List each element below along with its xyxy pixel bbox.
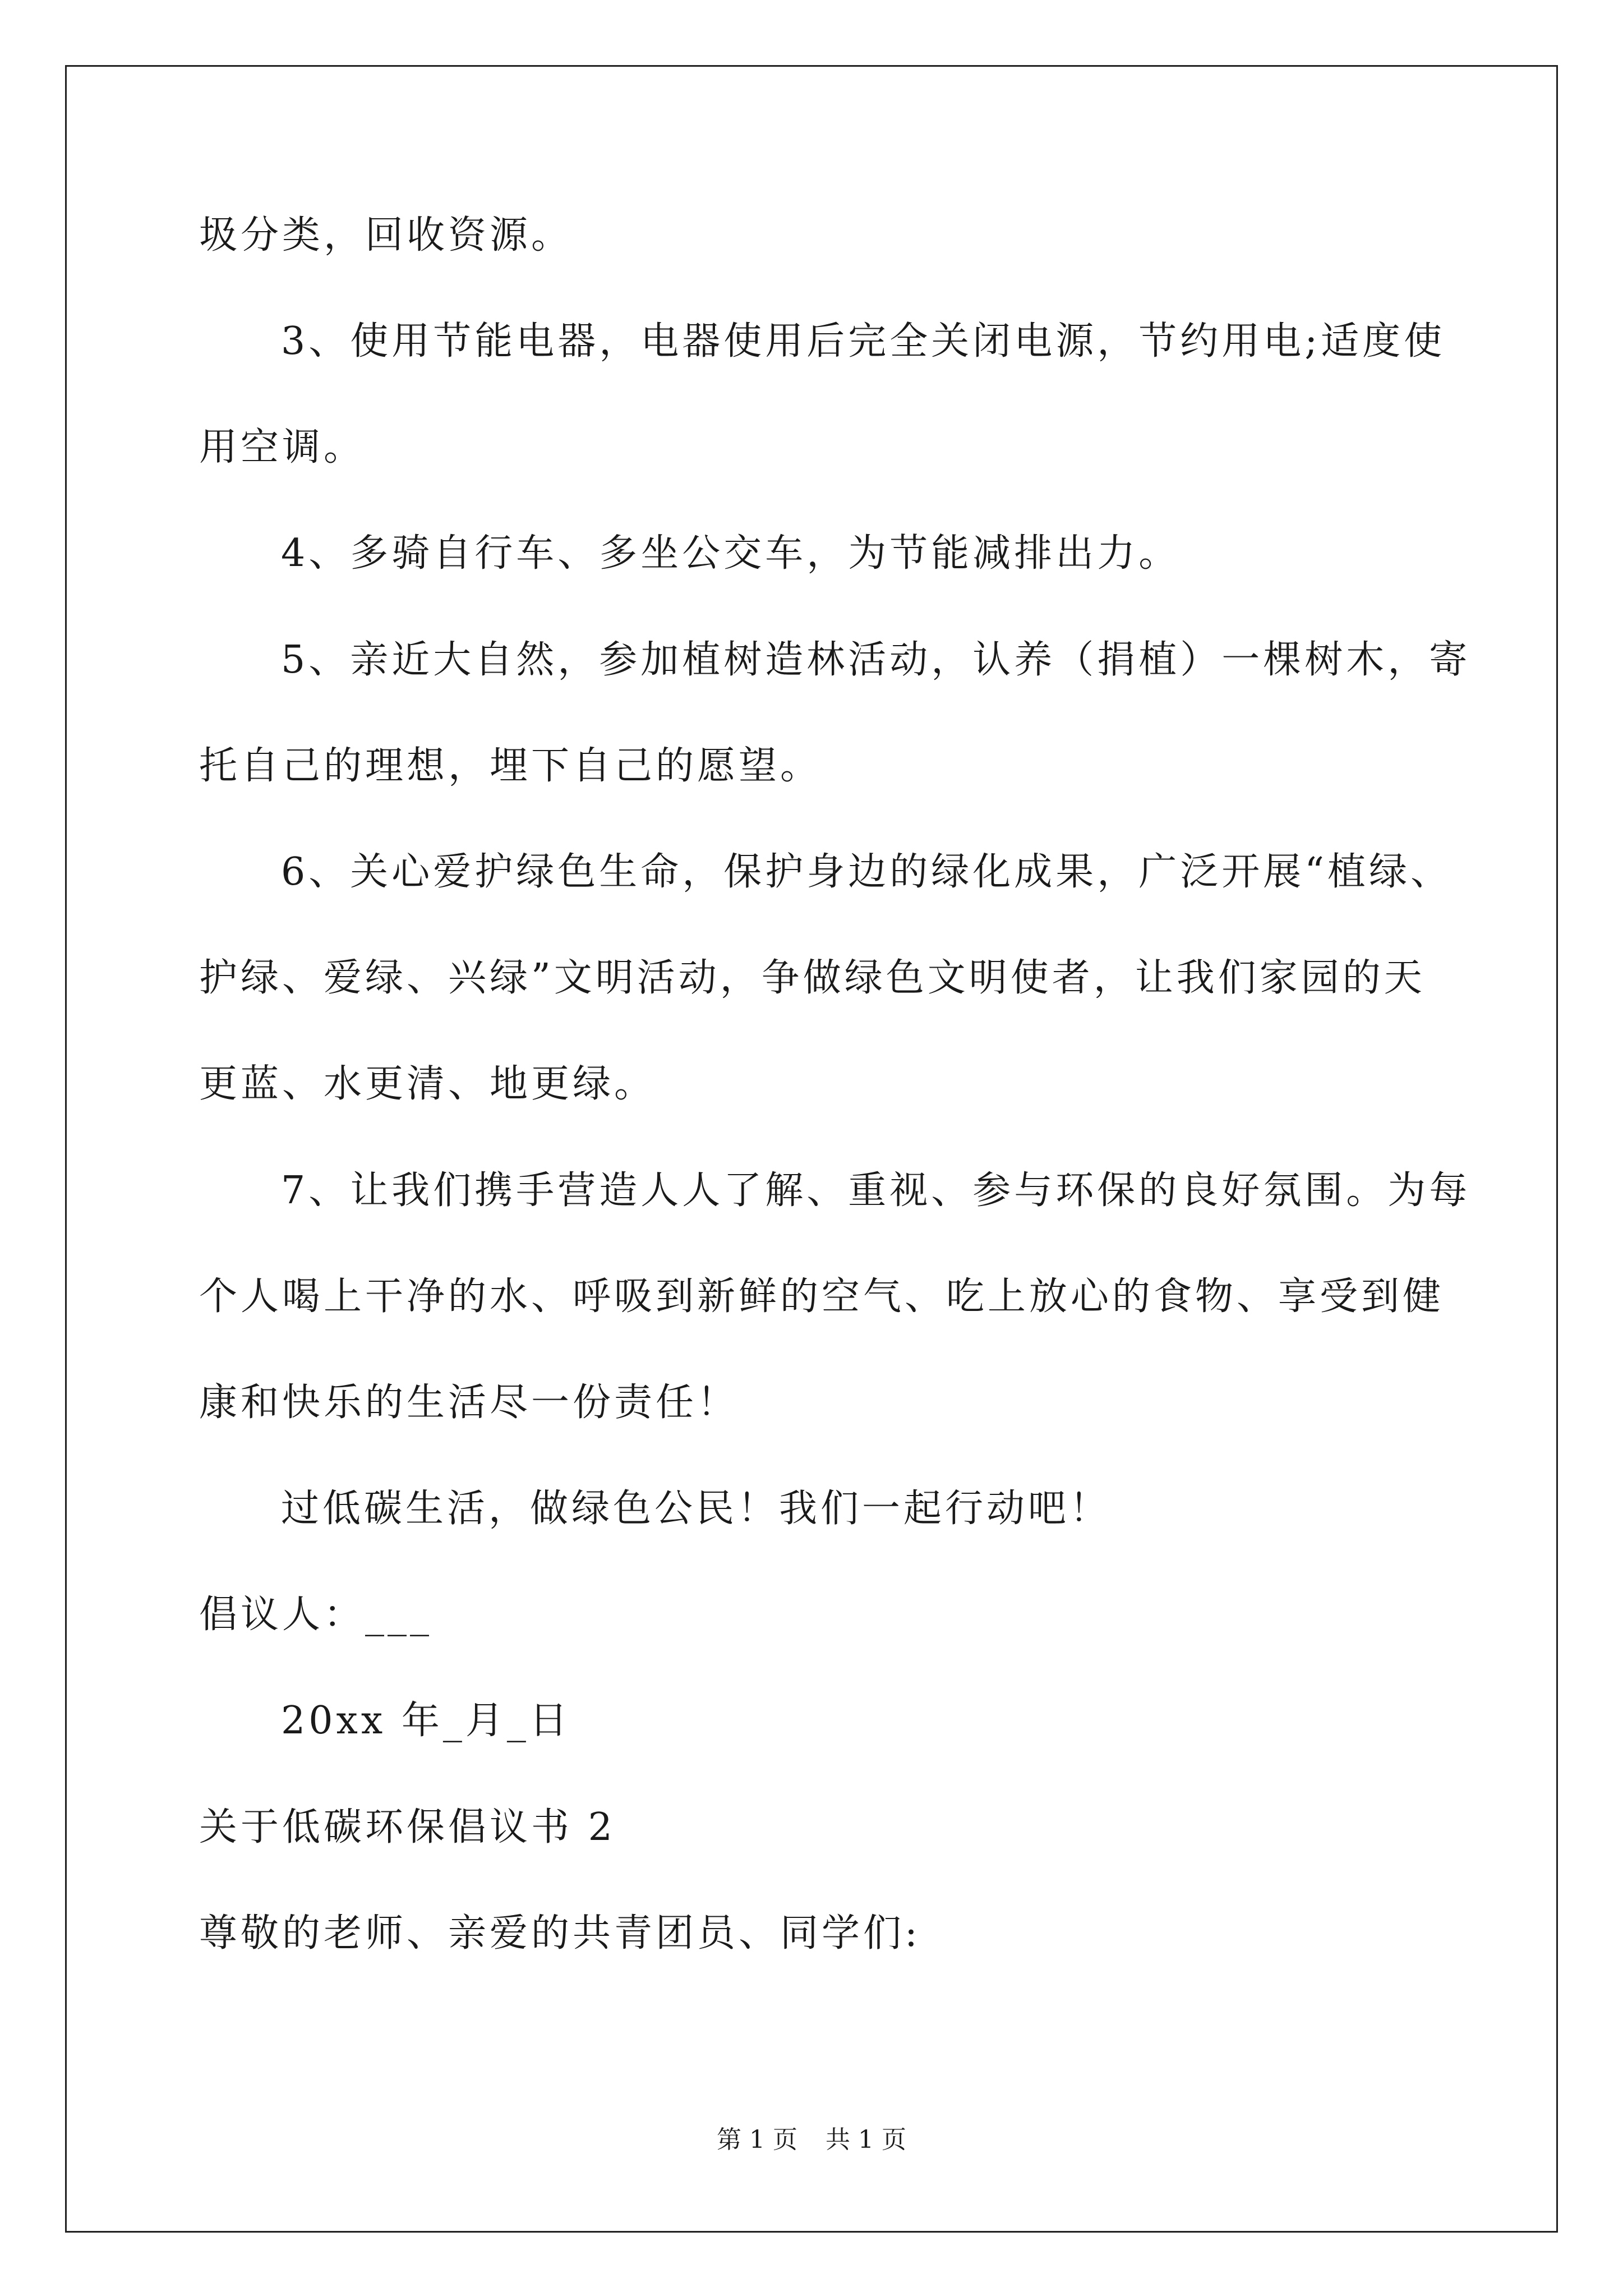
text-line: 5、亲近大自然，参加植树造林活动，认养（捐植）一棵树木，寄 [281,638,1471,682]
text-line: 护绿、爱绿、兴绿”文明活动，争做绿色文明使者，让我们家园的天 [199,956,1426,1000]
signature-line: 倡议人：___ [199,1593,433,1637]
section-heading: 关于低碳环保倡议书 2 [199,1805,616,1849]
text-line: 个人喝上干净的水、呼吸到新鲜的空气、吃上放心的食物、享受到健 [199,1274,1445,1319]
text-line: 用空调。 [199,425,366,470]
page-number: 第 1 页 [717,2125,797,2154]
text-line: 4、多骑自行车、多坐公交车，为节能减排出力。 [281,531,1181,576]
date-line: 20xx 年_月_日 [281,1699,571,1743]
page-footer [0,2123,1623,2157]
text-line: 7、让我们携手营造人人了解、重视、参与环保的良好氛围。为每 [281,1168,1471,1213]
text-line: 过低碳生活，做绿色公民！我们一起行动吧！ [281,1487,1112,1531]
text-line: 托自己的理想，埋下自己的愿望。 [199,744,822,788]
text-line: 3、使用节能电器，电器使用后完全关闭电源，节约用电;适度使 [281,319,1446,364]
salutation: 尊敬的老师、亲爱的共青团员、同学们: [199,1911,921,1955]
text-line: 更蓝、水更清、地更绿。 [199,1062,656,1106]
text-line: 康和快乐的生活尽一份责任！ [199,1381,739,1425]
text-line: 圾分类，回收资源。 [199,213,573,257]
text-line: 6、关心爱护绿色生命，保护身边的绿化成果，广泛开展“植绿、 [281,850,1453,894]
page-total: 共 1 页 [826,2125,906,2154]
